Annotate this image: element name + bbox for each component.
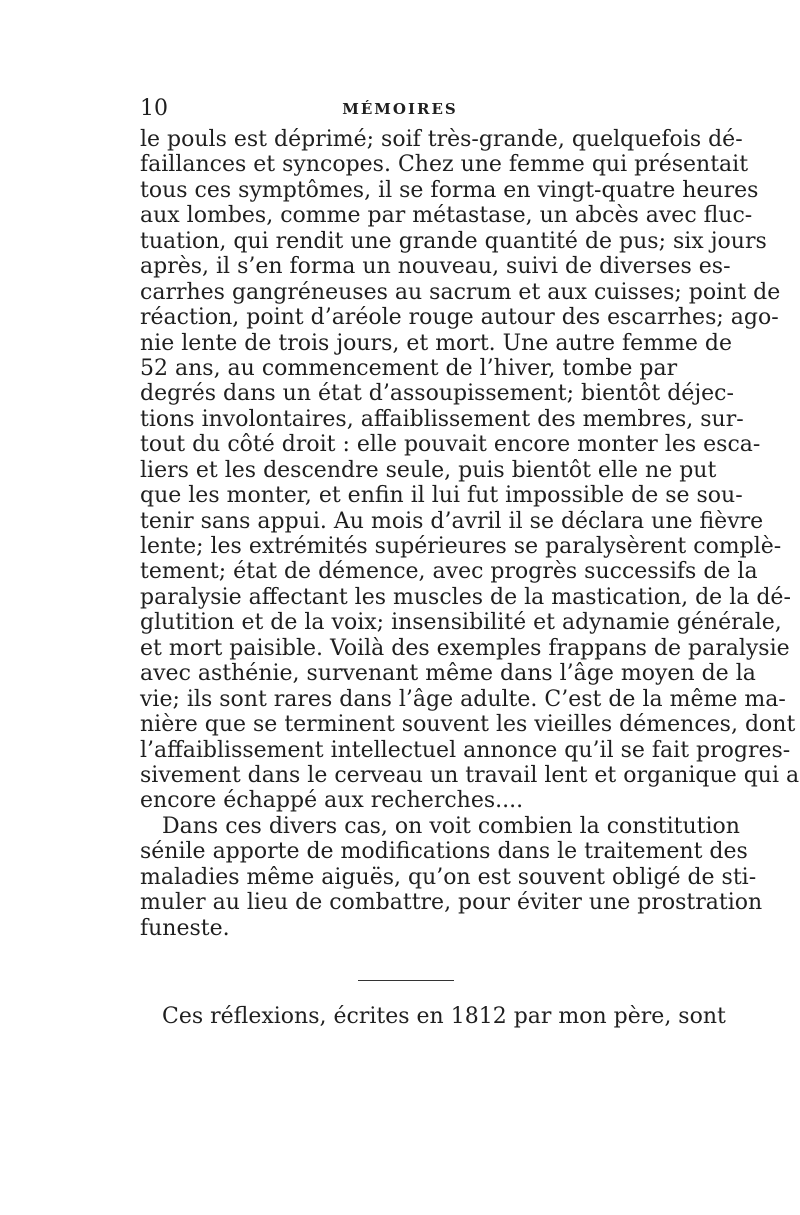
text-line: que les monter, et enfin il lui fut impossible de se sou- <box>140 483 743 509</box>
paragraph-first-line: Dans ces divers cas, on voit combien la constitution <box>162 813 740 839</box>
section-separator <box>358 980 454 981</box>
text-line: sénile apporte de modifications dans le traitement des <box>140 839 748 865</box>
text-line: funeste. <box>140 915 230 941</box>
text-line: sivement dans le cerveau un travail lent et organique qui a <box>140 762 800 788</box>
text-line: maladies même aiguës, qu’on est souvent obligé de sti- <box>140 864 757 890</box>
running-head <box>140 96 660 122</box>
text-line: tions involontaires, affaiblissement des membres, sur- <box>140 406 744 432</box>
text-line: l’affaiblissement intellectuel annonce qu’il se fait progres- <box>140 737 791 763</box>
text-line: tenir sans appui. Au mois d’avril il se déclara une fièvre <box>140 508 764 534</box>
text-line: nie lente de trois jours, et mort. Une autre femme de <box>140 330 733 356</box>
footer-paragraph-line: Ces réflexions, écrites en 1812 par mon père, sont <box>162 1004 726 1029</box>
running-title: MÉMOIRES <box>342 100 458 118</box>
text-line: tous ces symptômes, il se forma en vingt-quatre heures <box>140 177 759 203</box>
text-line: aux lombes, comme par métastase, un abcès avec fluc- <box>140 203 753 229</box>
text-line: lente; les extrémités supérieures se paralysèrent complè- <box>140 534 782 559</box>
text-line: degrés dans un état d’assoupissement; bientôt déjec- <box>140 381 734 407</box>
text-line: faillances et syncopes. Chez une femme qui présentait <box>140 152 749 178</box>
text-line: glutition et de la voix; insensibilité et adynamie générale, <box>140 610 782 636</box>
text-line: tuation, qui rendit une grande quantité de pus; six jours <box>140 228 767 254</box>
text-line: liers et les descendre seule, puis bientôt elle ne put <box>140 457 717 483</box>
text-line: réaction, point d’aréole rouge autour des escarrhes; ago- <box>140 305 779 331</box>
text-line: 52 ans, au commencement de l’hiver, tombe par <box>140 355 678 381</box>
text-line: paralysie affectant les muscles de la mastication, de la dé- <box>140 584 791 610</box>
text-line: carrhes gangréneuses au sacrum et aux cuisses; point de <box>140 279 781 305</box>
text-line: le pouls est déprimé; soif très-grande, quelquefois dé- <box>140 127 743 152</box>
text-line: après, il s’en forma un nouveau, suivi de diverses es- <box>140 254 731 280</box>
text-line: muler au lieu de combattre, pour éviter une prostration <box>140 890 763 916</box>
text-line: tement; état de démence, avec progrès successifs de la <box>140 559 758 585</box>
body-text <box>140 127 800 941</box>
text-line: tout du côté droit : elle pouvait encore monter les esca- <box>140 432 761 458</box>
text-line: et mort paisible. Voilà des exemples frappans de paralysie <box>140 635 790 661</box>
text-line: encore échappé aux recherches.... <box>140 788 524 814</box>
text-line: nière que se terminent souvent les vieilles démences, dont <box>140 712 796 738</box>
page-number: 10 <box>140 96 168 121</box>
text-line: avec asthénie, survenant même dans l’âge moyen de la <box>140 661 756 687</box>
text-line: vie; ils sont rares dans l’âge adulte. C’est de la même ma- <box>140 686 786 712</box>
